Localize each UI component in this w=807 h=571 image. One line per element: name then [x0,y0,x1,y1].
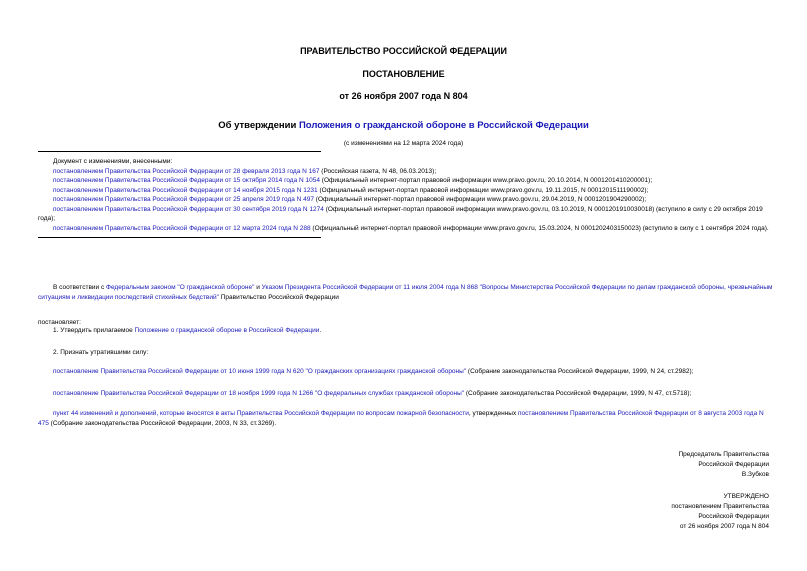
preamble-paragraph [38,283,776,302]
repealed-text: (Собрание законодательства Российской Федерации, 2003, N 33, ст.3269). [48,419,277,427]
change-link[interactable]: постановлением Правительства Российской Федерации от 14 ноября 2015 года N 1231 [53,186,318,194]
change-item [38,186,776,196]
preamble-text: В соответствии с [53,284,107,291]
preamble-text: Правительство Российской Федерации [218,293,339,301]
signature-name: В.Зубков [741,471,769,478]
change-text: (Официальный интернет-портал правовой информации www.pravo.gov.ru, 20.10.2014, N 0001201410200001); [319,177,653,184]
change-link[interactable]: постановлением Правительства Российской Федерации от 30 сентября 2019 года N 1274 [53,205,324,213]
change-link[interactable]: постановлением Правительства Российской Федерации от 12 марта 2024 года N 288 [53,224,311,232]
changes-block [38,151,776,238]
changes-top-rule [38,151,321,152]
change-text: (Официальный интернет-портал правовой информации www.pravo.gov.ru, 03.10.2019, N 0001201910030018) (вступило в силу с 29 октября 2019 года); [38,205,763,222]
changes-heading: Документ с изменениями, внесенными: [53,158,173,165]
point-1 [38,326,776,336]
approved-line: Российской Федерации [698,513,769,520]
change-item [38,205,776,224]
repealed-text: (Собрание законодательства Российской Федерации, 1999, N 47, ст.5718); [464,390,692,397]
decrees-label: постановляет: [38,319,81,326]
change-item [38,176,776,186]
change-item [38,167,776,177]
document-date-number: от 26 ноября 2007 года N 804 [339,91,468,101]
repealed-text: , утвержденных [468,410,519,417]
change-text: (Российская газета, N 48, 06.03.2013); [319,167,437,175]
government-heading: ПРАВИТЕЛЬСТВО РОССИЙСКОЙ ФЕДЕРАЦИИ [300,46,507,56]
federal-law-link[interactable]: Федеральным законом "О гражданской обороне" [106,284,255,291]
approved-line: постановлением Правительства [671,503,769,510]
signature-org: Российской Федерации [698,461,769,468]
title-prefix: Об утверждении [218,120,299,131]
signature-position: Председатель Правительства [678,451,769,458]
regulation-link[interactable]: Положение о гражданской обороне в Российской Федерации [134,327,320,334]
point-2: 2. Признать утратившими силу: [53,349,149,356]
change-text: (Официальный интернет-портал правовой информации www.pravo.gov.ru, 29.04.2019, N 0001201904290002); [314,196,647,203]
repealed-link[interactable]: постановление Правительства Российской Федерации от 18 ноября 1999 года N 1266 "О федеральных службах гражданской обороны" [53,390,465,397]
approved-date: от 26 ноября 2007 года N 804 [679,523,769,530]
decree-475-link[interactable]: постановлением Правительства Российской Федерации от 8 августа 2003 года N 475 [38,410,764,427]
point-1-text: 1. Утвердить прилагаемое [53,327,135,334]
change-item [38,224,776,234]
document-title [0,120,807,131]
repealed-link[interactable]: постановление Правительства Российской Федерации от 10 июня 1999 года N 620 "О гражданских организациях гражданской обороны" [53,368,467,375]
title-link[interactable]: Положения о гражданской обороне в Российской Федерации [298,120,589,131]
repealed-text: (Собрание законодательства Российской Федерации, 1999, N 24, ст.2982); [466,368,694,375]
changes-bottom-rule [38,237,321,238]
change-text: (Официальный интернет-портал правовой информации www.pravo.gov.ru, 15.03.2024, N 0001202403150023) (вступило в силу с 1 сентября 2024 года). [310,224,769,232]
repealed-item [38,409,776,428]
change-text: (Официальный интернет-портал правовой информации www.pravo.gov.ru, 19.11.2015, N 0001201511190002); [317,186,649,194]
preamble-text: и [254,284,262,291]
repealed-item [38,367,776,377]
approved-block [671,492,769,532]
change-item [38,195,776,205]
change-link[interactable]: постановлением Правительства Российской Федерации от 25 апреля 2019 года N 497 [53,196,314,203]
revision-note: (с изменениями на 12 марта 2024 года) [343,140,464,147]
presidential-decree-link[interactable]: Указом Президента Российской Федерации от 11 июля 2004 года N 868 "Вопросы Министерства Российской Федерации по делам гражданской обороны, чрезвычайным ситуациям и ликвидации последствий стихийных бедствий" [38,284,773,301]
point-1-end: . [319,327,322,334]
change-link[interactable]: постановлением Правительства Российской Федерации от 28 февраля 2013 года N 167 [53,167,320,175]
repealed-item [38,389,776,399]
change-link[interactable]: постановлением Правительства Российской Федерации от 15 октября 2014 года N 1054 [53,177,320,184]
document-type: ПОСТАНОВЛЕНИЕ [362,69,445,79]
point-44-link[interactable]: пункт 44 изменений и дополнений, которые вносятся в акты Правительства Российской Федерации по вопросам пожарной безопасности [53,410,469,417]
signature-block [678,450,769,480]
approved-title: УТВЕРЖДЕНО [723,493,769,500]
